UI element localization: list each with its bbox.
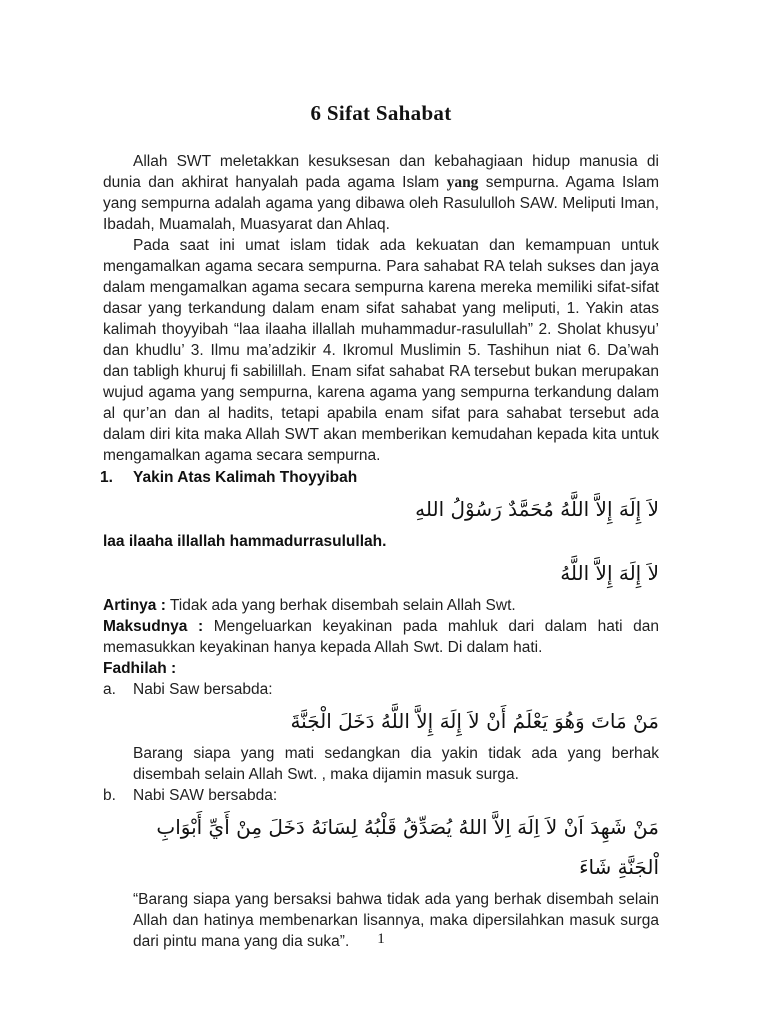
page-number: 1 [377, 931, 385, 947]
section-1-heading [100, 467, 659, 488]
list-item-a-intro: Nabi Saw bersabda: [133, 681, 273, 698]
section-1-number: 1. [100, 469, 113, 486]
latin-shahada-line [103, 531, 659, 552]
document-title: 6 Sifat Sahabat [310, 101, 452, 125]
maksudnya-text: Mengeluarkan keyakinan pada mahluk dari dalam hati dan memasukkan keyakinan hanya kepada Allah Swt. Di dalam hati. [103, 618, 659, 656]
section-1-title: Yakin Atas Kalimah Thoyyibah [133, 469, 358, 486]
artinya-label: Artinya : [103, 597, 166, 614]
hadith-a-arabic: مَنْ مَاتَ وَهُوَ يَعْلَمُ أَنْ لاَ إِلَهَ إِلاَّ اللَّهُ دَخَلَ الْجَنَّةَ [290, 709, 659, 733]
list-item-b-marker: b. [103, 787, 116, 804]
list-item-b-intro: Nabi SAW bersabda: [133, 787, 278, 804]
list-item-a [103, 679, 659, 700]
hadith-b-arabic-line2: اْلجَنَّةِ شَاءَ [579, 855, 659, 879]
latin-shahada-text: laa ilaaha illallah hammadurrasulullah [103, 533, 383, 550]
paragraph-1-text-end: sempurna. Agama Islam yang sempurna adalah agama yang dibawa oleh Rasululloh SAW. Meliputi Iman, Ibadah, Muamalah, Muasyarat dan Ahlaq. [103, 174, 659, 233]
fadhilah-label: Fadhilah : [103, 660, 177, 677]
paragraph-2: Pada saat ini umat islam tidak ada kekuatan dan kemampuan untuk mengamalkan agama secara sempurna. Para sahabat RA telah sukses dan jaya dalam mengamalkan agama secara sempurna karena mereka memiliki sifat-sifat dasar yang terkandung dalam enam sifat sahabat yang meliputi, 1. Yakin atas kalimah thoyyibah “laa ilaaha illallah muhammadur-rasulullah” 2. Sholat khusyu’ dan khudlu’ 3. Ilmu ma’adzikir 4. Ikromul Muslimin 5. Tashihun niat 6. Da’wah dan tabligh khuruj fi sabilillah. Enam sifat sahabat RA tersebut bukan merupakan wujud agama yang sempurna, karena agama yang sempurna terkandung dalam al qur’an dan al hadits, tetapi apabila enam sifat para sahabat tersebut ada dalam diri kita maka Allah SWT akan memberikan kemudahan kepada kita untuk mengamalkan agama secara sempurna. [103, 237, 659, 464]
arabic-shahada-short: لاَ إِلَهَ إِلاَّ اللَّهُ [560, 561, 659, 585]
hadith-b-translation: “Barang siapa yang bersaksi bahwa tidak ada yang berhak disembah selain Allah dan hatinya membenarkan lisannya, maka dipersilahkan masuk surga dari pintu mana yang dia suka”. [133, 891, 659, 950]
hadith-a-translation: Barang siapa yang mati sedangkan dia yakin tidak ada yang berhak disembah selain Allah Swt. , maka dijamin masuk surga. [133, 745, 659, 783]
paragraph-1-text-start: Allah SWT meletakkan kesuksesan dan kebahagiaan hidup manusia di dunia dan akhirat hanyalah pada agama Islam [103, 153, 659, 191]
artinya-line [103, 595, 659, 616]
document-content [100, 101, 659, 952]
list-item-b [103, 785, 659, 806]
paragraph-1-bold-word: yang [446, 174, 479, 191]
artinya-text: Tidak ada yang berhak disembah selain Allah Swt. [165, 597, 516, 614]
list-item-a-marker: a. [103, 681, 116, 698]
hadith-b-arabic-line1: مَنْ شَهِدَ اَنْ لاَ اِلَهَ اِلاَّ اللهُ يُصَدِّقُ قَلْبُهُ لِسَانَهُ دَخَلَ مِنْ أَيِّ أَبْوَابِ [156, 815, 659, 839]
maksudnya-label: Maksudnya : [103, 618, 204, 635]
arabic-shahada-full: لاَ إِلَهَ إِلاَّ اللَّهُ مُحَمَّدٌ رَسُوْلُ اللهِ [415, 497, 659, 521]
maksudnya-paragraph [103, 616, 659, 658]
paragraph-1 [103, 151, 659, 235]
latin-shahada-period: . [382, 533, 387, 550]
